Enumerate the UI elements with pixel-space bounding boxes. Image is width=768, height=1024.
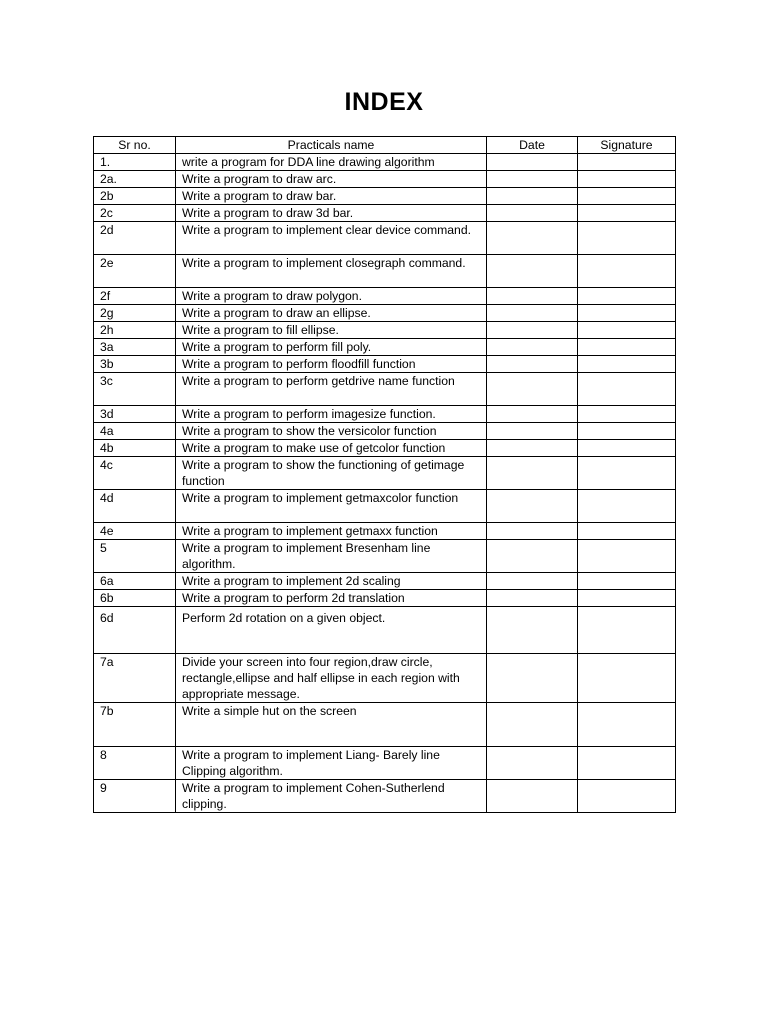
cell-practical-name: Divide your screen into four region,draw circle, rectangle,ellipse and half ellipse in each region with appropriate message. [176, 654, 487, 703]
table-row [94, 171, 676, 188]
cell-sr-no: 3c [94, 373, 176, 406]
column-header-practicals-name: Practicals name [176, 137, 487, 154]
table-row [94, 305, 676, 322]
cell-date [487, 490, 578, 523]
cell-practical-name: Perform 2d rotation on a given object. [176, 607, 487, 654]
cell-sr-no: 9 [94, 780, 176, 813]
cell-date [487, 457, 578, 490]
cell-date [487, 703, 578, 747]
cell-signature [578, 322, 676, 339]
cell-practical-name: Write a program to draw 3d bar. [176, 205, 487, 222]
cell-signature [578, 440, 676, 457]
cell-practical-name: Write a program to implement getmaxx function [176, 523, 487, 540]
cell-sr-no: 2a. [94, 171, 176, 188]
cell-practical-name: Write a program to perform fill poly. [176, 339, 487, 356]
cell-sr-no: 4e [94, 523, 176, 540]
cell-practical-name: Write a program to perform getdrive name function [176, 373, 487, 406]
cell-sr-no: 6b [94, 590, 176, 607]
cell-signature [578, 703, 676, 747]
cell-sr-no: 2g [94, 305, 176, 322]
cell-date [487, 356, 578, 373]
cell-date [487, 171, 578, 188]
cell-sr-no: 1. [94, 154, 176, 171]
cell-practical-name: Write a program to draw polygon. [176, 288, 487, 305]
cell-sr-no: 3d [94, 406, 176, 423]
table-row [94, 590, 676, 607]
cell-signature [578, 154, 676, 171]
cell-sr-no: 2b [94, 188, 176, 205]
table-row [94, 440, 676, 457]
column-header-signature: Signature [578, 137, 676, 154]
cell-date [487, 780, 578, 813]
cell-date [487, 406, 578, 423]
cell-date [487, 523, 578, 540]
cell-signature [578, 457, 676, 490]
cell-practical-name: write a program for DDA line drawing algorithm [176, 154, 487, 171]
cell-practical-name: Write a program to implement Liang- Barely line Clipping algorithm. [176, 747, 487, 780]
table-header-row [94, 137, 676, 154]
table-row [94, 490, 676, 523]
cell-date [487, 205, 578, 222]
cell-signature [578, 523, 676, 540]
cell-sr-no: 2f [94, 288, 176, 305]
table-row [94, 780, 676, 813]
cell-practical-name: Write a program to perform imagesize function. [176, 406, 487, 423]
cell-practical-name: Write a program to implement clear device command. [176, 222, 487, 255]
cell-practical-name: Write a program to draw bar. [176, 188, 487, 205]
cell-signature [578, 222, 676, 255]
cell-practical-name: Write a program to perform floodfill function [176, 356, 487, 373]
table-row [94, 339, 676, 356]
cell-practical-name: Write a program to make use of getcolor function [176, 440, 487, 457]
cell-sr-no: 4a [94, 423, 176, 440]
cell-sr-no: 6a [94, 573, 176, 590]
cell-signature [578, 305, 676, 322]
cell-practical-name: Write a program to implement closegraph command. [176, 255, 487, 288]
cell-sr-no: 5 [94, 540, 176, 573]
table-row [94, 406, 676, 423]
table-row [94, 322, 676, 339]
table-row [94, 205, 676, 222]
column-header-date: Date [487, 137, 578, 154]
table-row [94, 654, 676, 703]
cell-date [487, 154, 578, 171]
table-row [94, 607, 676, 654]
cell-signature [578, 607, 676, 654]
cell-signature [578, 540, 676, 573]
cell-date [487, 440, 578, 457]
cell-practical-name: Write a program to show the versicolor function [176, 423, 487, 440]
cell-practical-name: Write a program to implement Bresenham line algorithm. [176, 540, 487, 573]
cell-sr-no: 7a [94, 654, 176, 703]
cell-sr-no: 4b [94, 440, 176, 457]
cell-sr-no: 2e [94, 255, 176, 288]
cell-signature [578, 205, 676, 222]
cell-date [487, 305, 578, 322]
cell-sr-no: 8 [94, 747, 176, 780]
cell-practical-name: Write a program to draw an ellipse. [176, 305, 487, 322]
cell-signature [578, 490, 676, 523]
cell-practical-name: Write a program to draw arc. [176, 171, 487, 188]
table-row [94, 523, 676, 540]
cell-signature [578, 288, 676, 305]
cell-signature [578, 406, 676, 423]
cell-date [487, 373, 578, 406]
cell-signature [578, 590, 676, 607]
table-row [94, 573, 676, 590]
cell-sr-no: 2d [94, 222, 176, 255]
index-table [93, 136, 676, 813]
cell-signature [578, 339, 676, 356]
cell-signature [578, 356, 676, 373]
cell-signature [578, 654, 676, 703]
cell-practical-name: Write a program to implement Cohen-Sutherlend clipping. [176, 780, 487, 813]
table-row [94, 154, 676, 171]
cell-sr-no: 2c [94, 205, 176, 222]
cell-date [487, 255, 578, 288]
table-row [94, 288, 676, 305]
cell-sr-no: 2h [94, 322, 176, 339]
cell-practical-name: Write a program to perform 2d translation [176, 590, 487, 607]
table-row [94, 356, 676, 373]
cell-date [487, 423, 578, 440]
table-row [94, 423, 676, 440]
cell-date [487, 654, 578, 703]
cell-date [487, 188, 578, 205]
cell-signature [578, 747, 676, 780]
cell-practical-name: Write a program to implement 2d scaling [176, 573, 487, 590]
table-row [94, 255, 676, 288]
cell-sr-no: 4c [94, 457, 176, 490]
cell-signature [578, 780, 676, 813]
table-row [94, 457, 676, 490]
cell-date [487, 590, 578, 607]
cell-date [487, 607, 578, 654]
cell-date [487, 573, 578, 590]
table-row [94, 703, 676, 747]
cell-sr-no: 7b [94, 703, 176, 747]
cell-signature [578, 255, 676, 288]
cell-signature [578, 188, 676, 205]
cell-practical-name: Write a program to show the functioning of getimage function [176, 457, 487, 490]
table-row [94, 747, 676, 780]
cell-sr-no: 3b [94, 356, 176, 373]
table-row [94, 188, 676, 205]
table-row [94, 373, 676, 406]
cell-practical-name: Write a program to fill ellipse. [176, 322, 487, 339]
cell-date [487, 322, 578, 339]
cell-date [487, 747, 578, 780]
table-row [94, 222, 676, 255]
cell-date [487, 222, 578, 255]
cell-sr-no: 6d [94, 607, 176, 654]
page-title: INDEX [344, 88, 424, 116]
cell-signature [578, 423, 676, 440]
cell-practical-name: Write a simple hut on the screen [176, 703, 487, 747]
column-header-sr-no: Sr no. [94, 137, 176, 154]
cell-practical-name: Write a program to implement getmaxcolor function [176, 490, 487, 523]
cell-sr-no: 3a [94, 339, 176, 356]
cell-signature [578, 573, 676, 590]
cell-signature [578, 171, 676, 188]
cell-date [487, 339, 578, 356]
cell-sr-no: 4d [94, 490, 176, 523]
cell-date [487, 288, 578, 305]
cell-date [487, 540, 578, 573]
cell-signature [578, 373, 676, 406]
table-row [94, 540, 676, 573]
